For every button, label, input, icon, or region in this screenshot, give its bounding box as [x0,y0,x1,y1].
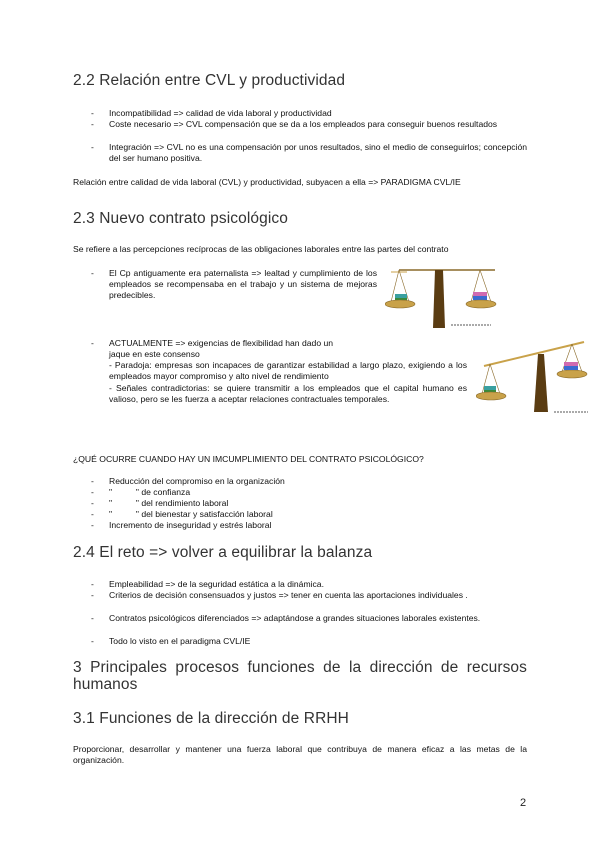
list-item: Contratos psicológicos diferenciados => adaptándose a grandes situaciones laborales existentes. [109,613,481,623]
section-2-4-title: 2.4 El reto => volver a equilibrar la balanza [73,544,373,561]
paragraph: Proporcionar, desarrollar y mantener una fuerza laboral que contribuya de manera eficaz a las metas de la organización. [73,744,527,765]
page-number: 2 [520,797,527,809]
paragraph: Se refiere a las percepciones recíprocas de las obligaciones laborales entre las partes del contrato [73,244,449,254]
list-item: Incompatibilidad => calidad de vida laboral y productividad [109,108,332,118]
section-2-2-title: 2.2 Relación entre CVL y productividad [73,72,346,89]
question-heading: ¿QUÉ OCURRE CUANDO HAY UN IMCUMPLIMIENTO DEL CONTRATO PSICOLÓGICO? [73,454,424,464]
list-item: Reducción del compromiso en la organización [109,476,285,486]
paragraph: Relación entre calidad de vida laboral (CVL) y productividad, subyacen a ella => PARADIGMA CVL/IE [73,177,461,187]
list-item: El Cp antiguamente era paternalista => lealtad y cumplimiento de los empleados se recompensaba en el trabajo y un sistema de mejoras predecibles. [109,268,377,300]
list-item: Incremento de inseguridad y estrés laboral [109,520,272,530]
unbalanced-scale-icon [476,336,592,416]
list-item: Empleabilidad => de la seguridad estática a la dinámica. [109,579,324,589]
list-item: Todo lo visto en el paradigma CVL/IE [109,636,251,646]
list-item: Coste necesario => CVL compensación que se da a los empleados para conseguir buenos resultados [109,119,498,129]
bullet-dash: - [91,509,94,519]
list-item: ACTUALMENTE => exigencias de flexibilidad han dado un [109,338,334,348]
bullet-dash: - [91,268,94,278]
bullet-dash: - [91,108,94,118]
list-item: " " del rendimiento laboral [109,498,229,508]
bullet-dash: - [91,338,94,348]
bullet-dash: - [91,498,94,508]
list-item: - Señales contradictorias: se quiere transmitir a los empleados que el capital humano es valioso, pero se les fuerza a aceptar relaciones contractuales temporales. [109,383,467,404]
section-3-1-title: 3.1 Funciones de la dirección de RRHH [73,710,349,727]
list-item: " " del bienestar y satisfacción laboral [109,509,273,519]
bullet-dash: - [91,487,94,497]
bullet-dash: - [91,142,94,152]
balanced-scale-icon [385,262,505,330]
section-3-title: 3 Principales procesos funciones de la dirección de recursos humanos [73,659,527,693]
bullet-dash: - [91,579,94,589]
section-2-3-title: 2.3 Nuevo contrato psicológico [73,210,288,227]
list-item: " " de confianza [109,487,191,497]
list-item: Criterios de decisión consensuados y justos => tener en cuenta las aportaciones individuales . [109,590,468,600]
bullet-dash: - [91,590,94,600]
bullet-dash: - [91,636,94,646]
list-item: Integración => CVL no es una compensación por unos resultados, sino el medio de conseguirlos; concepción del ser humano positiva. [109,142,527,163]
list-item: jaque en este consenso [109,349,200,359]
bullet-dash: - [91,613,94,623]
bullet-dash: - [91,119,94,129]
list-item: - Paradoja: empresas son incapaces de garantizar estabilidad a largo plazo, exigiendo a los empleados mayor compromiso y alto nivel de rendimiento [109,360,467,381]
bullet-dash: - [91,476,94,486]
bullet-dash: - [91,520,94,530]
